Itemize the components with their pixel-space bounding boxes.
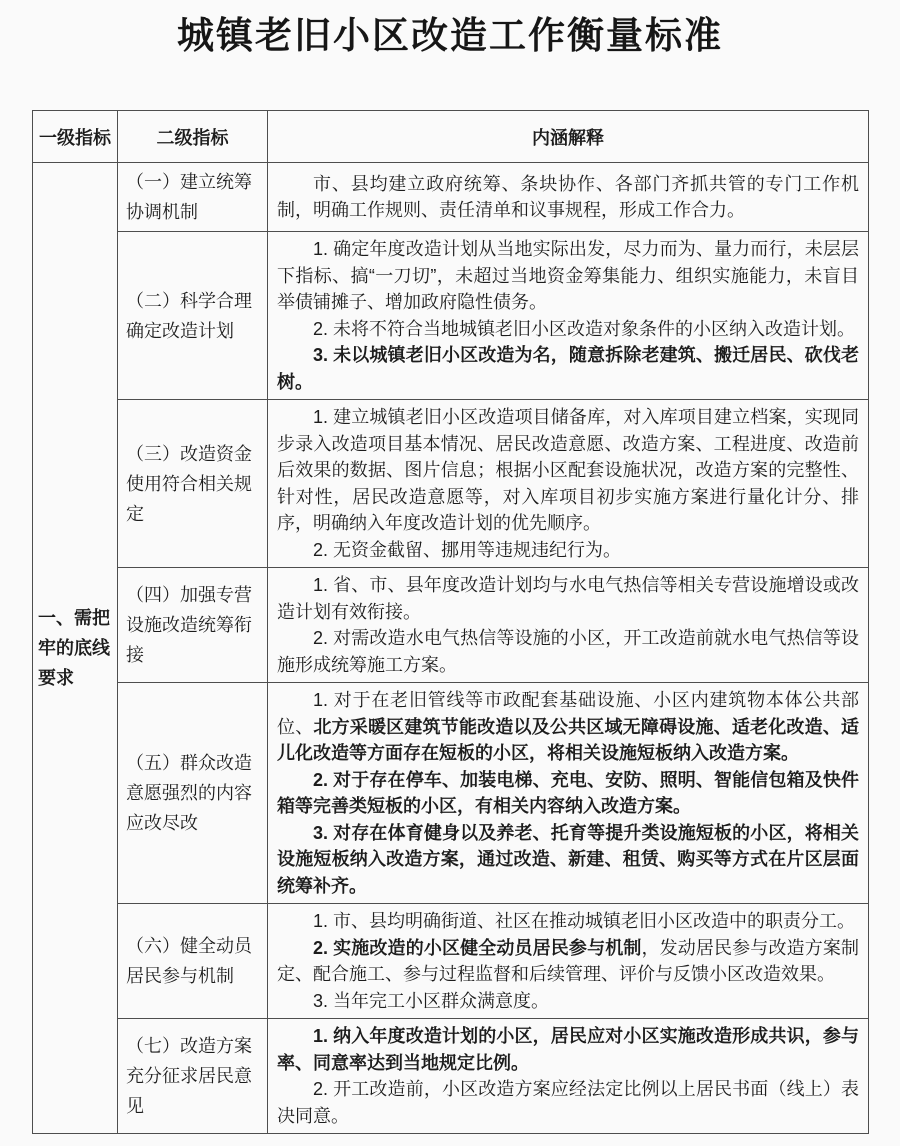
- level2-indicator-cell: （二）科学合理确定改造计划: [118, 232, 268, 400]
- level2-indicator-cell: （六）健全动员居民参与机制: [118, 904, 268, 1019]
- explanation-paragraph: [277, 625, 859, 678]
- header-explanation: 内涵解释: [268, 111, 869, 163]
- standards-table: [32, 110, 869, 1134]
- explanation-paragraph: [277, 572, 859, 625]
- table-row: [33, 400, 869, 568]
- explanation-cell: [268, 232, 869, 400]
- bold-text-segment: 3. 未以城镇老旧小区改造为名，随意拆除老建筑、搬迁居民、砍伐老树。: [277, 345, 859, 392]
- explanation-cell: [268, 904, 869, 1019]
- explanation-paragraph: [277, 820, 859, 900]
- table-row: [33, 232, 869, 400]
- text-segment: 2. 未将不符合当地城镇老旧小区改造对象条件的小区纳入改造计划。: [313, 318, 856, 339]
- table-row: [33, 163, 869, 232]
- level2-indicator-cell: （四）加强专营设施改造统筹衔接: [118, 568, 268, 683]
- header-row: [33, 111, 869, 163]
- header-level1-indicator: 一级指标: [33, 111, 118, 163]
- bold-text-segment: 2. 实施改造的小区健全动员居民参与机制: [313, 937, 642, 958]
- explanation-paragraph: [277, 988, 859, 1015]
- explanation-paragraph: [277, 1076, 859, 1129]
- text-segment: ，发动居民参与改造方案制定、配合施工、参与过程监督和后续管理、评价与反馈小区改造效果。: [277, 937, 859, 984]
- text-segment: 1. 市、县均明确街道、社区在推动城镇老旧小区改造中的职责分工。: [313, 911, 856, 931]
- bold-text-segment: 2. 对于存在停车、加装电梯、充电、安防、照明、智能信包箱及快件箱等完善类短板的小区，有相关内容纳入改造方案。: [277, 769, 859, 816]
- text-segment: 1. 建立城镇老旧小区改造项目储备库，对入库项目建立档案，实现同步录入改造项目基本情况、居民改造意愿、改造方案、工程进度、改造前后效果的数据、图片信息；根据小区配套设施状况，改造方案的完整性、针对性，居民改造意愿等，对入库项目初步实施方案进行量化计分、排序，明确纳入年度改造计划的优先顺序。: [277, 407, 859, 533]
- explanation-paragraph: [277, 171, 859, 224]
- explanation-cell: [268, 400, 869, 568]
- level2-indicator-cell: （七）改造方案充分征求居民意见: [118, 1019, 268, 1134]
- table-row: [33, 568, 869, 683]
- bold-text-segment: 北方采暖区建筑节能改造以及公共区域无障碍设施、适老化改造、适儿化改造等方面存在短板的小区，将相关设施短板纳入改造方案。: [277, 716, 860, 763]
- header-level2-indicator: 二级指标: [118, 111, 268, 163]
- text-segment: 2. 无资金截留、挪用等违规违纪行为。: [313, 539, 622, 560]
- bold-text-segment: 3. 对存在体育健身以及养老、托育等提升类设施短板的小区，将相关设施短板纳入改造方案，通过改造、新建、租赁、购买等方式在片区层面统筹补齐。: [277, 822, 859, 896]
- explanation-paragraph: [277, 236, 859, 316]
- table-body: [33, 163, 869, 1134]
- text-segment: 市、县均建立政府统筹、条块协作、各部门齐抓共管的专门工作机制，明确工作规则、责任清单和议事规程，形成工作合力。: [277, 173, 859, 220]
- explanation-cell: [268, 568, 869, 683]
- text-segment: 2. 开工改造前，小区改造方案应经法定比例以上居民书面（线上）表决同意。: [277, 1079, 859, 1126]
- explanation-paragraph: [277, 316, 859, 343]
- text-segment: 1. 对于在老旧管线等市政配套基础设施、小区内建筑物本体公共部位、: [277, 690, 859, 737]
- table-row: [33, 683, 869, 904]
- level2-indicator-cell: （三）改造资金使用符合相关规定: [118, 400, 268, 568]
- explanation-paragraph: [277, 342, 859, 395]
- table-row: [33, 904, 869, 1019]
- explanation-paragraph: [277, 404, 859, 537]
- table-row: [33, 1019, 869, 1134]
- text-segment: 3. 当年完工小区群众满意度。: [313, 990, 550, 1011]
- text-segment: 1. 确定年度改造计划从当地实际出发，尽力而为、量力而行，未层层下指标、搞“一刀切”，未超过当地资金筹集能力、组织实施能力，未盲目举债铺摊子、增加政府隐性债务。: [277, 239, 859, 312]
- explanation-paragraph: [277, 767, 859, 820]
- explanation-cell: [268, 163, 869, 232]
- explanation-cell: [268, 1019, 869, 1134]
- explanation-paragraph: [277, 908, 859, 935]
- level1-indicator-cell: 一、需把牢的底线要求: [33, 163, 118, 1134]
- level2-indicator-cell: （一）建立统筹协调机制: [118, 163, 268, 232]
- level2-indicator-cell: （五）群众改造意愿强烈的内容应改尽改: [118, 683, 268, 904]
- explanation-paragraph: [277, 687, 859, 767]
- text-segment: 1. 省、市、县年度改造计划均与水电气热信等相关专营设施增设或改造计划有效衔接。: [277, 575, 859, 622]
- explanation-paragraph: [277, 935, 859, 988]
- document-title: 城镇老旧小区改造工作衡量标准: [177, 15, 723, 56]
- explanation-paragraph: [277, 1023, 859, 1076]
- text-segment: 2. 对需改造水电气热信等设施的小区，开工改造前就水电气热信等设施形成统筹施工方案。: [277, 628, 859, 675]
- explanation-paragraph: [277, 537, 859, 564]
- explanation-cell: [268, 683, 869, 904]
- bold-text-segment: 1. 纳入年度改造计划的小区，居民应对小区实施改造形成共识，参与率、同意率达到当地规定比例。: [277, 1026, 859, 1073]
